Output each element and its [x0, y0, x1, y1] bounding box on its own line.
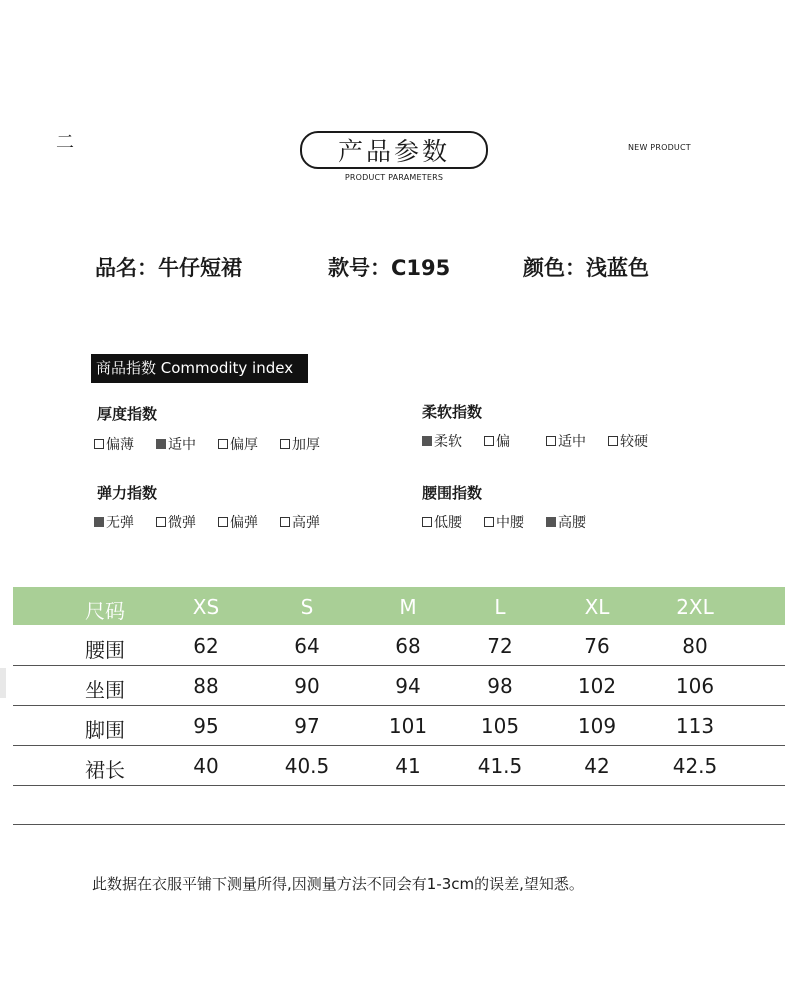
waist-index-options [422, 512, 586, 532]
product-style-number: 款号：C195 [328, 256, 451, 280]
table-cell: 97 [294, 714, 320, 738]
option-item[interactable] [156, 434, 218, 454]
table-row [13, 706, 785, 746]
row-label: 裙长 [85, 758, 125, 782]
table-row [13, 746, 785, 786]
checkbox[interactable] [546, 436, 556, 446]
header-cell: S [300, 595, 314, 619]
checkbox[interactable] [94, 517, 104, 527]
option-item[interactable] [280, 434, 320, 454]
option-label: 柔软 [434, 434, 462, 450]
option-label: 偏厚 [230, 437, 258, 453]
row-label: 坐围 [85, 678, 125, 702]
checkbox[interactable] [218, 517, 228, 527]
option-item[interactable] [218, 512, 280, 532]
table-cell: 42.5 [672, 754, 718, 778]
option-label: 适中 [168, 437, 196, 453]
checkbox[interactable] [422, 436, 432, 446]
option-label: 较硬 [620, 434, 648, 450]
new-product-label: NEW PRODUCT [628, 143, 691, 152]
softness-index-options [422, 431, 648, 451]
elasticity-index-options [94, 512, 320, 532]
checkbox[interactable] [608, 436, 618, 446]
option-label: 微弹 [168, 515, 196, 531]
checkbox[interactable] [156, 439, 166, 449]
table-cell: 76 [584, 634, 610, 658]
thickness-index-options [94, 434, 320, 454]
table-cell: 64 [294, 634, 320, 658]
header-cell: M [399, 595, 417, 619]
checkbox[interactable] [484, 436, 494, 446]
checkbox[interactable] [280, 439, 290, 449]
table-cell: 40.5 [284, 754, 330, 778]
option-label: 偏弹 [230, 515, 258, 531]
option-label: 偏薄 [106, 437, 134, 453]
header-cell: XL [584, 595, 610, 619]
size-table-header-row [13, 587, 785, 625]
row-label: 腰围 [85, 638, 125, 662]
table-cell: 98 [487, 674, 513, 698]
table-cell: 101 [388, 714, 428, 738]
option-item[interactable] [422, 512, 484, 532]
menu-icon: 二 [56, 132, 74, 153]
option-item[interactable] [156, 512, 218, 532]
checkbox[interactable] [484, 517, 494, 527]
option-item[interactable] [484, 512, 546, 532]
option-item[interactable] [94, 512, 156, 532]
waist-index-title: 腰围指数 [422, 484, 483, 502]
option-item[interactable] [546, 512, 586, 532]
table-cell: 90 [294, 674, 320, 698]
option-label: 中腰 [496, 515, 524, 531]
page-title [300, 131, 488, 169]
header-cell: L [494, 595, 506, 619]
header-cell: 2XL [676, 595, 714, 619]
option-label: 加厚 [292, 437, 320, 453]
option-label: 偏 [496, 434, 510, 450]
checkbox[interactable] [218, 439, 228, 449]
table-row [13, 666, 785, 706]
table-cell: 41 [395, 754, 421, 778]
checkbox[interactable] [94, 439, 104, 449]
row-label: 脚围 [85, 718, 125, 742]
option-item[interactable] [608, 431, 648, 451]
option-item[interactable] [94, 434, 156, 454]
product-name: 品名：牛仔短裙 [95, 256, 242, 280]
table-cell: 94 [395, 674, 421, 698]
option-item[interactable] [422, 431, 484, 451]
option-item[interactable] [218, 434, 280, 454]
table-cell: 80 [682, 634, 708, 658]
option-item[interactable] [484, 431, 546, 451]
table-cell: 113 [675, 714, 715, 738]
product-color: 颜色：浅蓝色 [523, 256, 649, 280]
table-cell: 109 [577, 714, 617, 738]
checkbox[interactable] [546, 517, 556, 527]
elasticity-index-title: 弹力指数 [97, 484, 158, 502]
option-label: 高腰 [558, 515, 586, 531]
softness-index-title: 柔软指数 [422, 403, 483, 421]
table-cell: 72 [487, 634, 513, 658]
option-label: 适中 [558, 434, 586, 450]
thickness-index-title: 厚度指数 [97, 405, 158, 423]
table-cell: 102 [577, 674, 617, 698]
measurement-note: 此数据在衣服平铺下测量所得,因测量方法不同会有1-3cm的误差,望知悉。 [92, 875, 584, 893]
table-row-empty [13, 786, 785, 825]
option-item[interactable] [546, 431, 608, 451]
header-cell: XS [192, 595, 220, 619]
table-row [13, 626, 785, 666]
table-cell: 88 [193, 674, 219, 698]
table-cell: 41.5 [477, 754, 523, 778]
option-label: 高弹 [292, 515, 320, 531]
table-cell: 42 [584, 754, 610, 778]
edge-decoration [0, 668, 6, 698]
table-cell: 95 [193, 714, 219, 738]
table-cell: 68 [395, 634, 421, 658]
table-cell: 106 [675, 674, 715, 698]
table-cell: 40 [193, 754, 219, 778]
header-cell-size: 尺码 [85, 599, 125, 623]
table-cell: 105 [480, 714, 520, 738]
table-cell: 62 [193, 634, 219, 658]
commodity-index-tag: 商品指数 Commodity index [91, 354, 308, 383]
page-subtitle: PRODUCT PARAMETERS [344, 173, 444, 182]
checkbox[interactable] [280, 517, 290, 527]
option-item[interactable] [280, 512, 320, 532]
checkbox[interactable] [156, 517, 166, 527]
option-label: 无弹 [106, 515, 134, 531]
page-title-text: 产品参数 [337, 137, 450, 166]
option-label: 低腰 [434, 515, 462, 531]
checkbox[interactable] [422, 517, 432, 527]
